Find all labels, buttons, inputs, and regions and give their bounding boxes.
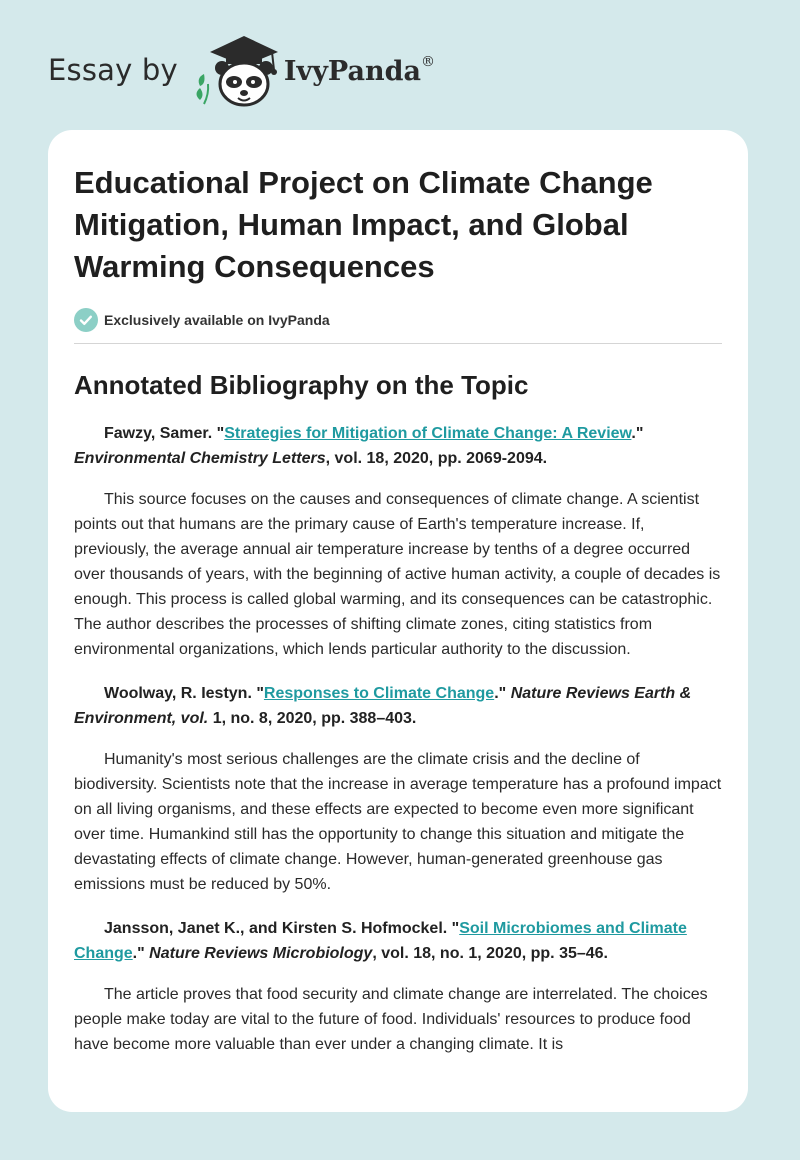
journal-name: Nature Reviews Earth & Environment, vol. bbox=[74, 685, 692, 727]
citation-1: Fawzy, Samer. "Strategies for Mitigation of Climate Change: A Review." Environmental Chemistry Letters, vol. 18, 2020, pp. 2069-2094. bbox=[74, 425, 644, 467]
site-header bbox=[48, 30, 435, 110]
citation-2: Woolway, R. Iestyn. "Responses to Climate Change." Nature Reviews Earth & Environment, vol. 1, no. 8, 2020, pp. 388–403. bbox=[74, 685, 692, 727]
essay-card bbox=[48, 130, 748, 1112]
citation-link-2[interactable]: Responses to Climate Change bbox=[263, 685, 495, 702]
check-circle-icon bbox=[74, 308, 98, 332]
divider bbox=[74, 343, 722, 344]
ivypanda-logo-icon[interactable] bbox=[190, 30, 282, 110]
annotation-3: The article proves that food security and climate change are interrelated. The choices people make today are vital to the future of food. Individuals' resources to produce food have become more valuable than ever under a changing climate. It is bbox=[74, 986, 708, 1053]
journal-name: Nature Reviews Microbiology bbox=[149, 945, 373, 962]
essay-by-label: Essay by bbox=[48, 53, 178, 87]
registered-mark: ® bbox=[420, 53, 435, 70]
exclusive-label: Exclusively available on IvyPanda bbox=[104, 312, 330, 328]
citation-link-3[interactable]: Soil Microbiomes and Climate Change bbox=[74, 920, 687, 962]
citation-link-1[interactable]: Strategies for Mitigation of Climate Change: A Review bbox=[224, 425, 632, 442]
annotation-1: This source focuses on the causes and consequences of climate change. A scientist points out that humans are the primary cause of Earth's temperature increase. If, previously, the average annual air temperature increase by tenths of a degree occurred over thousands of years, with the beginning of active human activity, a couple of decades is enough. This process is called global warming, and its consequences can be catastrophic. The author describes the processes of shifting climate zones, citing statistics from environmental organizations, which lends particular authority to the discussion. bbox=[74, 491, 721, 658]
section-heading: Annotated Bibliography on the Topic bbox=[74, 370, 529, 400]
essay-title: Educational Project on Climate Change Mitigation, Human Impact, and Global Warming Consequences bbox=[74, 165, 653, 284]
exclusive-badge bbox=[74, 308, 722, 332]
brand-name[interactable]: IvyPanda® bbox=[283, 53, 435, 87]
citation-3: Jansson, Janet K., and Kirsten S. Hofmockel. "Soil Microbiomes and Climate Change." Nature Reviews Microbiology, vol. 18, no. 1, 2020, pp. 35–46. bbox=[74, 920, 687, 962]
annotation-2: Humanity's most serious challenges are the climate crisis and the decline of biodiversity. Scientists note that the increase in average temperature has a profound impact on all living organisms, and these effects are expected to become even more significant over time. Humankind still has the opportunity to change this situation and mitigate the devastating effects of climate change. However, human-generated greenhouse gas emissions must be reduced by 50%. bbox=[74, 751, 722, 893]
journal-name: Environmental Chemistry Letters bbox=[74, 450, 326, 467]
